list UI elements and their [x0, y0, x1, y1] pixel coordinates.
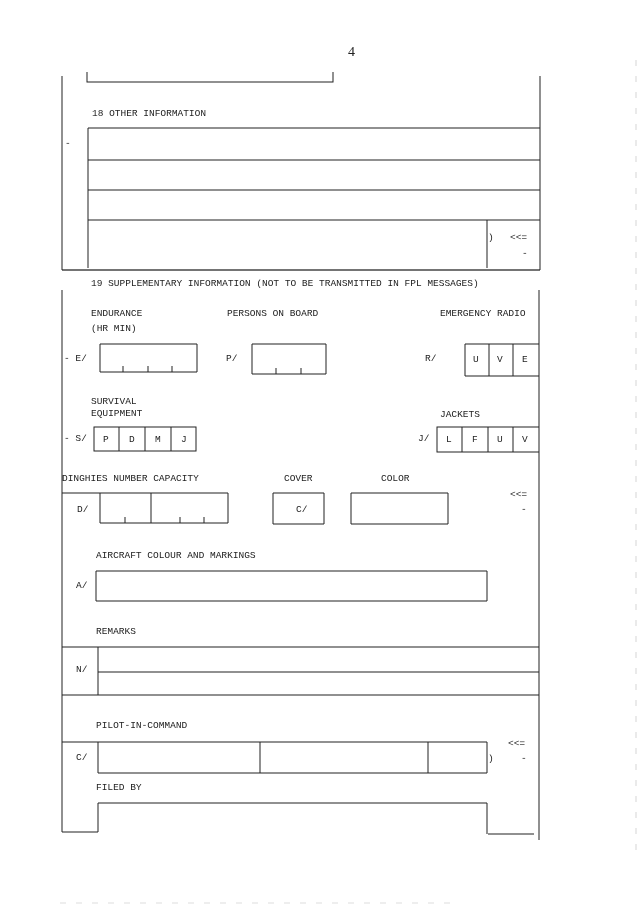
- item18-title: 18 OTHER INFORMATION: [92, 108, 207, 119]
- jackets-label: JACKETS: [440, 409, 480, 420]
- jackets-box-u[interactable]: U: [497, 434, 503, 445]
- survival-box-m[interactable]: M: [155, 434, 161, 445]
- filed-by-label: FILED BY: [96, 782, 142, 793]
- radio-box-v[interactable]: V: [497, 354, 503, 365]
- radio-box-e[interactable]: E: [522, 354, 528, 365]
- endurance-prefix: - E/: [64, 353, 87, 364]
- aircraft-colour-label: AIRCRAFT COLOUR AND MARKINGS: [96, 550, 256, 561]
- survival-label-line2: EQUIPMENT: [91, 408, 143, 419]
- survival-box-d[interactable]: D: [129, 434, 135, 445]
- jackets-prefix: J/: [418, 433, 430, 444]
- aircraft-prefix: A/: [76, 580, 88, 591]
- dinghies-prefix: D/: [77, 504, 89, 515]
- other-information-field[interactable]: [88, 128, 540, 268]
- page-number: 4: [348, 45, 355, 60]
- survival-label-line1: SURVIVAL: [91, 396, 137, 407]
- item18-close-paren: ): [488, 232, 494, 243]
- dinghies-end-dash: -: [521, 504, 527, 515]
- item18-end-arrow: <<=: [510, 232, 528, 243]
- pilot-end-arrow: <<=: [508, 738, 526, 749]
- radio-box-u[interactable]: U: [473, 354, 479, 365]
- survival-box-p[interactable]: P: [103, 434, 109, 445]
- radio-prefix: R/: [425, 353, 437, 364]
- persons-prefix: P/: [226, 353, 238, 364]
- dinghies-label: DINGHIES NUMBER CAPACITY: [62, 473, 199, 484]
- persons-on-board-field[interactable]: [252, 344, 326, 374]
- item18-prefix: -: [65, 138, 71, 149]
- remarks-field[interactable]: [98, 647, 539, 695]
- jackets-box-v[interactable]: V: [522, 434, 528, 445]
- survival-prefix: - S/: [64, 433, 87, 444]
- endurance-label: ENDURANCE: [91, 308, 143, 319]
- pilot-end-dash: -: [521, 753, 527, 764]
- endurance-field[interactable]: [100, 344, 197, 372]
- dinghies-number-capacity-field[interactable]: [100, 493, 228, 523]
- color-field[interactable]: [351, 493, 448, 524]
- pilot-label: PILOT-IN-COMMAND: [96, 720, 188, 731]
- jackets-box-f[interactable]: F: [472, 434, 478, 445]
- survival-box-j[interactable]: J: [181, 434, 187, 445]
- emergency-radio-boxes: [465, 344, 539, 376]
- dinghies-end-arrow: <<=: [510, 489, 528, 500]
- survival-equipment-boxes: [94, 427, 196, 451]
- persons-on-board-label: PERSONS ON BOARD: [227, 308, 319, 319]
- pilot-prefix: C/: [76, 752, 88, 763]
- cover-label: COVER: [284, 473, 313, 484]
- pilot-in-command-field[interactable]: [98, 742, 487, 773]
- jackets-boxes: [437, 427, 539, 452]
- aircraft-colour-field[interactable]: [96, 571, 487, 601]
- remarks-label: REMARKS: [96, 626, 136, 637]
- emergency-radio-label: EMERGENCY RADIO: [440, 308, 526, 319]
- previous-item-field-tail: [87, 72, 333, 82]
- color-label: COLOR: [381, 473, 410, 484]
- remarks-prefix: N/: [76, 664, 88, 675]
- filed-by-field[interactable]: [98, 803, 487, 834]
- endurance-sublabel: (HR MIN): [91, 323, 137, 334]
- item19-title: 19 SUPPLEMENTARY INFORMATION (NOT TO BE TRANSMITTED IN FPL MESSAGES): [91, 278, 479, 289]
- item18-end-dash: -: [522, 248, 528, 259]
- cover-prefix: C/: [296, 504, 308, 515]
- pilot-close-paren: ): [488, 753, 494, 764]
- jackets-box-l[interactable]: L: [446, 434, 452, 445]
